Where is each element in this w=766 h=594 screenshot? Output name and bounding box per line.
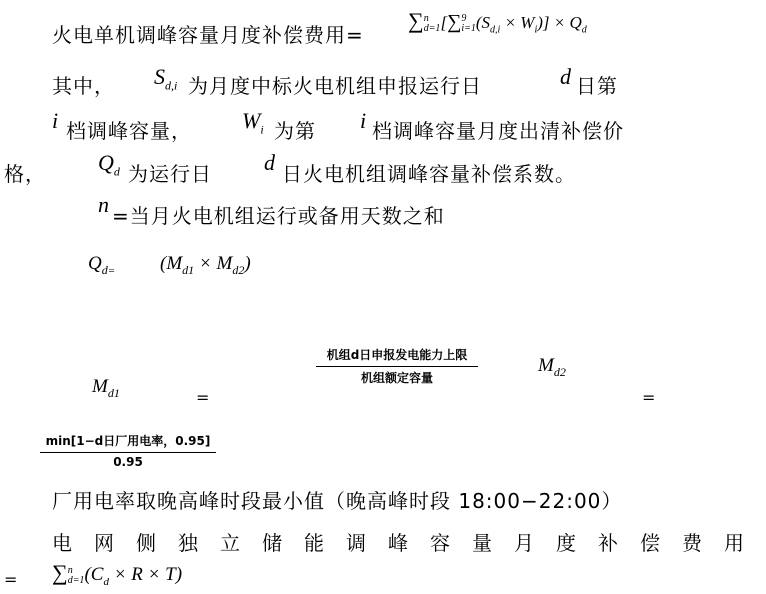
symbol-i: i	[52, 108, 59, 133]
text-line3-a: 档调峰容量，	[66, 119, 192, 143]
text-line4-b: 日火电机组调峰容量补偿系数。	[282, 162, 576, 186]
fraction-md2-numerator: min[1−d日厂用电率，0.95]	[45, 434, 211, 448]
equals-storage: =	[4, 570, 18, 589]
text-line2-b: 日第	[576, 74, 618, 98]
storage-label: 电网侧独立储能调峰容量月度补偿费用	[52, 531, 766, 555]
symbol-q: $Q_d$	[98, 150, 120, 179]
text-line4-a: 为运行日	[128, 162, 212, 186]
symbol-md2: $M_{d2}$	[538, 355, 566, 379]
text-line3-b: 为第	[274, 119, 316, 143]
symbol-i2: i	[360, 108, 367, 133]
text-line2-a: 为月度中标火电机组申报运行日	[188, 74, 482, 98]
formula-label-thermal: 火电单机调峰容量月度补偿费用=	[52, 23, 364, 47]
text-line5: =当月火电机组运行或备用天数之和	[112, 204, 445, 228]
fraction-md1-numerator: 机组d日申报发电能力上限	[326, 348, 468, 362]
symbol-w: $W_i$	[242, 108, 264, 137]
formula-qd: $Q_{d=}$	[88, 253, 116, 277]
fraction-md1	[316, 346, 478, 386]
symbol-md1: $M_{d1}$	[92, 376, 120, 400]
equals-md1: =	[196, 388, 210, 407]
text-prefix-ge: 格，	[4, 162, 46, 186]
text-line3-c: 档调峰容量月度出清补偿价	[372, 119, 624, 143]
symbol-n: n	[98, 192, 109, 217]
formula-storage: ∑ n d=1 $(C_d \times R \times T)$	[52, 560, 183, 588]
formula-qd-product: $(M_{d1} \times M_{d2})$	[160, 253, 251, 277]
fraction-md1-denominator: 机组额定容量	[360, 371, 433, 385]
text-prefix-qizhong: 其中，	[52, 74, 115, 98]
fraction-md2	[40, 432, 216, 469]
fraction-md2-line	[40, 452, 216, 453]
fraction-md2-denominator: 0.95	[113, 455, 143, 469]
symbol-s: $S_{d,i}$	[154, 64, 178, 93]
symbol-d: d	[560, 64, 571, 89]
note-evening-peak: 厂用电率取晚高峰时段最小值（晚高峰时段 18:00−22:00）	[52, 489, 623, 513]
fraction-md1-line	[316, 366, 478, 367]
symbol-d2: d	[264, 150, 275, 175]
equals-md2: =	[642, 388, 656, 407]
formula-thermal-total: ∑ n d=1 [∑ 9 i=1 $(S_{d,i} \times W_i)] \times Q_d$	[408, 8, 587, 36]
